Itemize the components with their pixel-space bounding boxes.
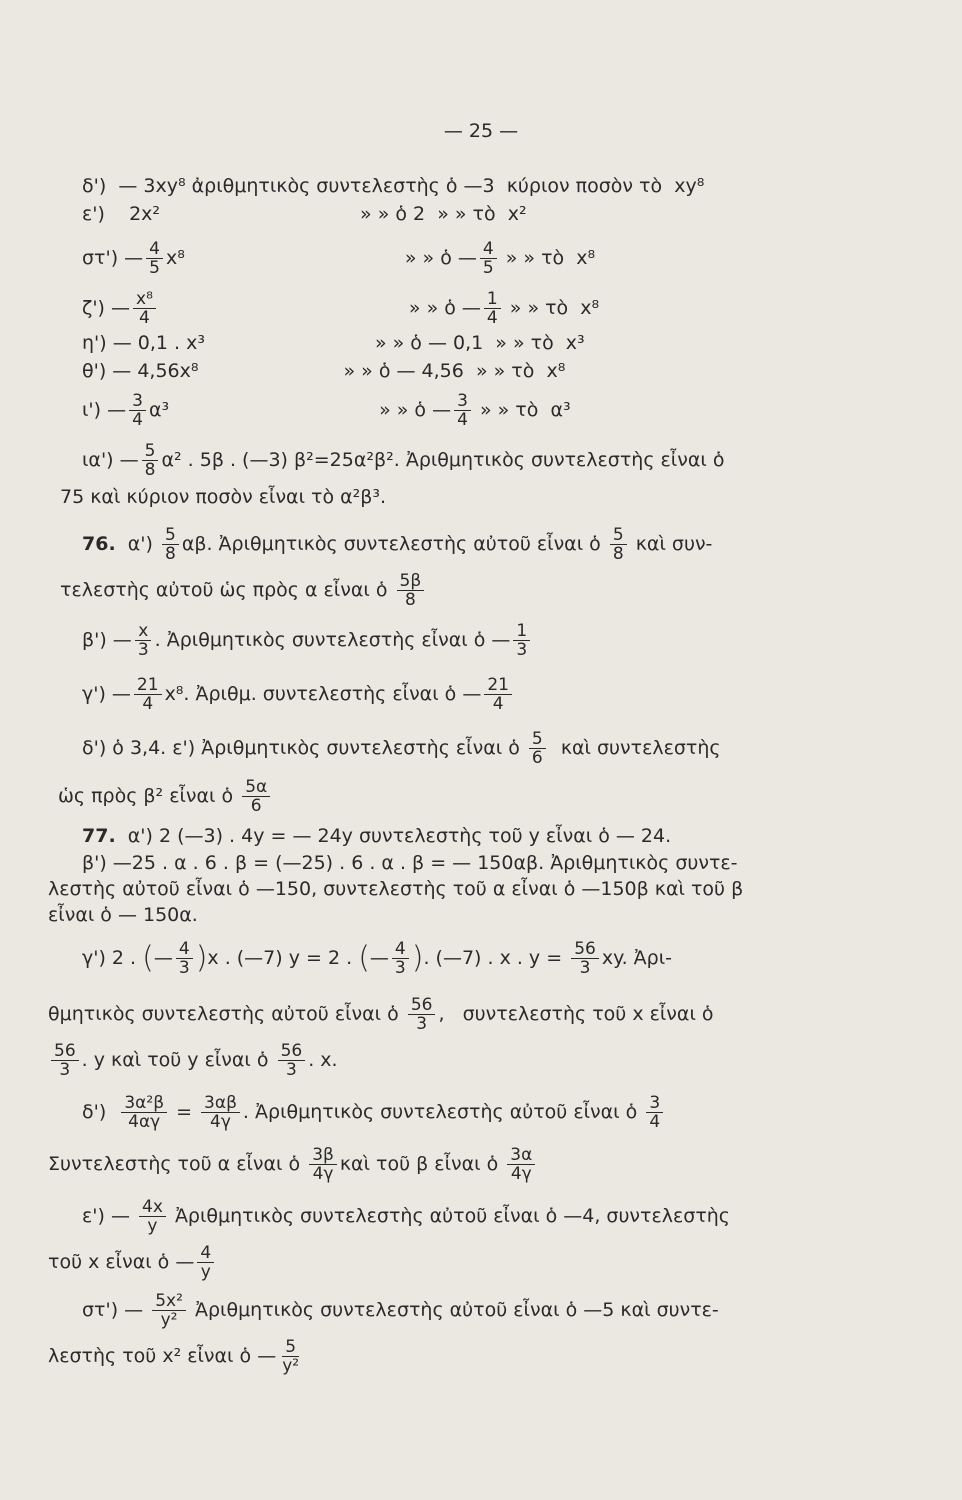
- ex77-g2: θμητικὸς συντελεστὴς αὐτοῦ εἶναι ὁ $\frac{56}{3}$ , συντελεστὴς τοῦ x εἶναι ὁ: [48, 995, 714, 1034]
- row-epsilon: ε') 2x² » » ὁ 2 » » τὸ x²: [82, 203, 527, 225]
- ex77-st: στ') — $\frac{\text{5x²}}{\text{y²}}$ Ἀριθμητικὸς συντελεστὴς αὐτοῦ εἶναι ὁ —5 καὶ συντε-: [82, 1291, 719, 1330]
- row-iota: ι') — $\frac{3}{4}$ α³ » » ὁ — $\frac{3}{4}$ » » τὸ α³: [82, 391, 571, 430]
- ex77-a: 77. α') 2 (—3) . 4y = — 24y συντελεστὴς τοῦ y εἶναι ὁ — 24.: [82, 825, 672, 847]
- ex76-a2: τελεστὴς αὐτοῦ ὡς πρὸς α εἶναι ὁ $\frac{5\beta}{8}$: [60, 572, 427, 609]
- row-delta: δ') — 3xy⁸ ἀριθμητικὸς συντελεστὴς ὁ —3 κύριον ποσὸν τὸ xy⁸: [82, 175, 705, 197]
- row-zeta: ζ') — $\frac{\text{x⁸}}{4}$ » » ὁ — $\frac{1}{4}$ » » τὸ x⁸: [82, 289, 600, 328]
- ex77-st2: λεστὴς τοῦ x² εἶναι ὁ — $\frac{5}{\text{y²}}$: [48, 1337, 300, 1376]
- ex76-c: γ') — $\frac{21}{4}$ x⁸. Ἀριθμ. συντελεστὴς εἶναι ὁ — $\frac{21}{4}$: [82, 676, 515, 713]
- row-ia: ια') — $\frac{5}{8}$ α² . 5β . (—3) β²=25α²β². Ἀριθμητικὸς συντελεστὴς εἶναι ὁ: [82, 441, 725, 480]
- ex76-e: ὡς πρὸς β² εἶναι ὁ $\frac{5\alpha}{6}$: [58, 778, 273, 815]
- row-eta: η') — 0,1 . x³ » » ὁ — 0,1 » » τὸ x³: [82, 332, 585, 354]
- ex77-d2: Συντελεστὴς τοῦ α εἶναι ὁ $\frac{3\beta}{4\gamma}$ καὶ τοῦ β εἶναι ὁ $\frac{3\alpha}{4\gamma}$: [48, 1146, 538, 1183]
- row-theta: θ') — 4,56x⁸ » » ὁ — 4,56 » » τὸ x⁸: [82, 360, 566, 382]
- ex76-d: δ') ὁ 3,4. ε') Ἀριθμητικὸς συντελεστὴς εἶναι ὁ $\frac{5}{6}$ καὶ συντελεστὴς: [82, 729, 721, 768]
- ex77-d: δ') $\frac{\text{3α²β}}{4\alpha\gamma}$ = $\frac{3\alpha\beta}{4\gamma}$ . Ἀριθμητικὸς συντελεστὴς αὐτοῦ εἶναι ὁ $\frac{3}{4}$: [82, 1094, 666, 1131]
- ex77-e2: τοῦ x εἶναι ὁ — $\frac{4}{y}$: [48, 1244, 217, 1281]
- ex77-g3: $\frac{56}{3}$ . y καὶ τοῦ y εἶναι ὁ $\frac{56}{3}$ . x.: [48, 1042, 338, 1079]
- ex77-b3: εἶναι ὁ — 150α.: [48, 904, 198, 926]
- ex76-b: β') — $\frac{x}{3}$ . Ἀριθμητικὸς συντελεστὴς εἶναι ὁ — $\frac{1}{3}$: [82, 622, 533, 659]
- ex77-g: γ') 2 . (— $\frac{4}{3}$ )x . (—7) y = 2 . (— $\frac{4}{3}$ ). (—7) . x . y = $\frac{56}{3}$ xy. Ἀρι-: [82, 939, 673, 978]
- ex76-a: 76. α') $\frac{5}{8}$ αβ. Ἀριθμητικὸς συντελεστὴς αὐτοῦ εἶναι ὁ $\frac{5}{8}$ καὶ συν-: [82, 525, 713, 564]
- ex77-e: ε') — $\frac{4x}{y}$ Ἀριθμητικὸς συντελεστὴς αὐτοῦ εἶναι ὁ —4, συντελεστὴς: [82, 1197, 730, 1236]
- row-st: στ') — $\frac{4}{5}$ x⁸ » » ὁ — $\frac{4}{5}$ » » τὸ x⁸: [82, 239, 596, 278]
- page-number: — 25 —: [443, 120, 519, 142]
- ex77-b1: β') —25 . α . 6 . β = (—25) . 6 . α . β = — 150αβ. Ἀριθμητικὸς συντε-: [82, 852, 738, 874]
- row-ia-cont: 75 καὶ κύριον ποσὸν εἶναι τὸ α²β³.: [60, 486, 387, 508]
- ex77-b2: λεστὴς αὐτοῦ εἶναι ὁ —150, συντελεστὴς τοῦ α εἶναι ὁ —150β καὶ τοῦ β: [48, 878, 744, 900]
